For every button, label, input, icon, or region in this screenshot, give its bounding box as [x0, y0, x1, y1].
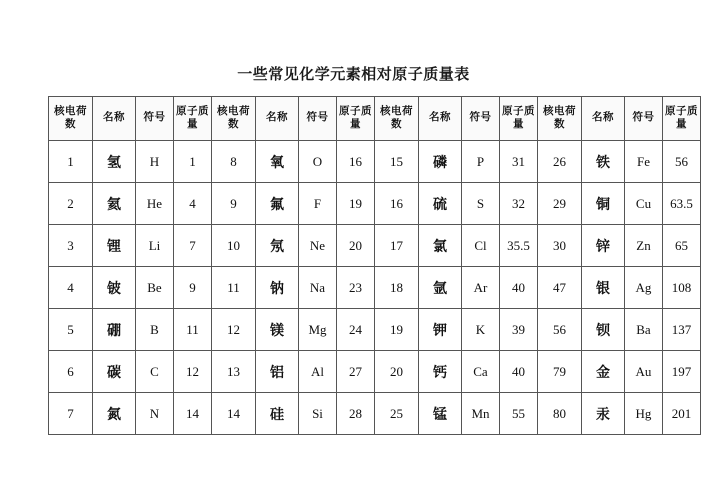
column-header-name: [256, 97, 299, 141]
column-header-charge: [538, 97, 582, 141]
cell-mass: 137: [663, 309, 701, 351]
table-body: [49, 141, 701, 435]
column-header-name-label: 名称: [429, 112, 451, 124]
cell-element-name: 磷: [419, 141, 462, 183]
cell-mass: 197: [663, 351, 701, 393]
cell-symbol: Si: [299, 393, 337, 435]
cell-charge: 4: [49, 267, 93, 309]
cell-symbol: Cu: [625, 183, 663, 225]
cell-charge: 80: [538, 393, 582, 435]
cell-symbol: Ca: [462, 351, 500, 393]
cell-mass: 20: [337, 225, 375, 267]
cell-symbol: Zn: [625, 225, 663, 267]
cell-symbol: Al: [299, 351, 337, 393]
column-header-mass: [174, 97, 212, 141]
cell-element-name: 锰: [419, 393, 462, 435]
column-header-name-label: 名称: [592, 112, 614, 124]
table-row: [49, 225, 701, 267]
cell-charge: 29: [538, 183, 582, 225]
column-header-symbol-label: 符号: [632, 112, 655, 124]
cell-charge: 7: [49, 393, 93, 435]
cell-charge: 1: [49, 141, 93, 183]
cell-symbol: C: [136, 351, 174, 393]
table-header: [49, 97, 701, 141]
cell-symbol: Mn: [462, 393, 500, 435]
cell-mass: 39: [500, 309, 538, 351]
column-header-mass: [663, 97, 701, 141]
column-header-name-label: 名称: [266, 112, 288, 124]
column-header-mass-label: 原子质量: [665, 106, 698, 130]
table-row: [49, 309, 701, 351]
column-header-mass-label: 原子质量: [176, 106, 209, 130]
cell-charge: 26: [538, 141, 582, 183]
table-header-row: [49, 97, 701, 141]
cell-charge: 5: [49, 309, 93, 351]
column-header-charge-label: 核电荷数: [54, 106, 87, 130]
column-header-name: [93, 97, 136, 141]
column-header-symbol-label: 符号: [469, 112, 492, 124]
column-header-name-label: 名称: [103, 112, 125, 124]
cell-symbol: H: [136, 141, 174, 183]
cell-element-name: 硅: [256, 393, 299, 435]
column-header-mass: [500, 97, 538, 141]
column-header-mass: [337, 97, 375, 141]
cell-symbol: Be: [136, 267, 174, 309]
cell-mass: 31: [500, 141, 538, 183]
cell-mass: 12: [174, 351, 212, 393]
cell-symbol: Fe: [625, 141, 663, 183]
column-header-charge: [212, 97, 256, 141]
column-header-name: [419, 97, 462, 141]
cell-element-name: 金: [582, 351, 625, 393]
cell-symbol: Na: [299, 267, 337, 309]
cell-symbol: B: [136, 309, 174, 351]
cell-charge: 9: [212, 183, 256, 225]
cell-mass: 27: [337, 351, 375, 393]
table-row: [49, 351, 701, 393]
cell-mass: 40: [500, 267, 538, 309]
cell-element-name: 铜: [582, 183, 625, 225]
cell-element-name: 氩: [419, 267, 462, 309]
cell-element-name: 锂: [93, 225, 136, 267]
column-header-symbol-label: 符号: [143, 112, 166, 124]
cell-element-name: 钙: [419, 351, 462, 393]
cell-mass: 63.5: [663, 183, 701, 225]
cell-charge: 79: [538, 351, 582, 393]
cell-element-name: 铁: [582, 141, 625, 183]
cell-symbol: F: [299, 183, 337, 225]
cell-charge: 10: [212, 225, 256, 267]
cell-charge: 8: [212, 141, 256, 183]
cell-symbol: P: [462, 141, 500, 183]
cell-symbol: Cl: [462, 225, 500, 267]
table-row: [49, 183, 701, 225]
cell-mass: 7: [174, 225, 212, 267]
column-header-charge-label: 核电荷数: [380, 106, 413, 130]
cell-mass: 32: [500, 183, 538, 225]
cell-element-name: 氖: [256, 225, 299, 267]
cell-mass: 23: [337, 267, 375, 309]
cell-symbol: N: [136, 393, 174, 435]
cell-mass: 201: [663, 393, 701, 435]
cell-charge: 17: [375, 225, 419, 267]
page-title: 一些常见化学元素相对原子质量表: [237, 67, 470, 83]
cell-charge: 2: [49, 183, 93, 225]
column-header-symbol-label: 符号: [306, 112, 329, 124]
cell-mass: 11: [174, 309, 212, 351]
cell-element-name: 钠: [256, 267, 299, 309]
cell-charge: 18: [375, 267, 419, 309]
cell-symbol: Ag: [625, 267, 663, 309]
cell-symbol: Ar: [462, 267, 500, 309]
column-header-mass-label: 原子质量: [339, 106, 372, 130]
cell-element-name: 氦: [93, 183, 136, 225]
cell-charge: 6: [49, 351, 93, 393]
cell-mass: 24: [337, 309, 375, 351]
cell-element-name: 铍: [93, 267, 136, 309]
atomic-mass-table-container: [48, 96, 698, 435]
cell-element-name: 氢: [93, 141, 136, 183]
cell-symbol: He: [136, 183, 174, 225]
cell-symbol: K: [462, 309, 500, 351]
cell-charge: 30: [538, 225, 582, 267]
cell-mass: 108: [663, 267, 701, 309]
cell-charge: 12: [212, 309, 256, 351]
atomic-mass-table: [48, 96, 701, 435]
cell-charge: 19: [375, 309, 419, 351]
cell-mass: 35.5: [500, 225, 538, 267]
column-header-name: [582, 97, 625, 141]
cell-element-name: 硼: [93, 309, 136, 351]
column-header-mass-label: 原子质量: [502, 106, 535, 130]
cell-charge: 16: [375, 183, 419, 225]
cell-mass: 19: [337, 183, 375, 225]
cell-charge: 3: [49, 225, 93, 267]
cell-mass: 14: [174, 393, 212, 435]
table-row: [49, 267, 701, 309]
cell-mass: 40: [500, 351, 538, 393]
column-header-symbol: [136, 97, 174, 141]
cell-mass: 55: [500, 393, 538, 435]
cell-symbol: Ne: [299, 225, 337, 267]
cell-symbol: S: [462, 183, 500, 225]
table-row: [49, 393, 701, 435]
cell-element-name: 镁: [256, 309, 299, 351]
cell-element-name: 钡: [582, 309, 625, 351]
cell-mass: 65: [663, 225, 701, 267]
cell-element-name: 硫: [419, 183, 462, 225]
column-header-symbol: [299, 97, 337, 141]
cell-symbol: Li: [136, 225, 174, 267]
cell-element-name: 氧: [256, 141, 299, 183]
cell-symbol: Au: [625, 351, 663, 393]
column-header-charge: [49, 97, 93, 141]
cell-charge: 15: [375, 141, 419, 183]
column-header-charge: [375, 97, 419, 141]
cell-charge: 13: [212, 351, 256, 393]
table-row: [49, 141, 701, 183]
column-header-charge-label: 核电荷数: [217, 106, 250, 130]
cell-mass: 9: [174, 267, 212, 309]
cell-element-name: 铝: [256, 351, 299, 393]
cell-charge: 56: [538, 309, 582, 351]
cell-charge: 14: [212, 393, 256, 435]
cell-charge: 11: [212, 267, 256, 309]
cell-element-name: 氮: [93, 393, 136, 435]
cell-mass: 1: [174, 141, 212, 183]
cell-mass: 4: [174, 183, 212, 225]
cell-symbol: Mg: [299, 309, 337, 351]
column-header-symbol: [462, 97, 500, 141]
cell-symbol: Hg: [625, 393, 663, 435]
cell-element-name: 锌: [582, 225, 625, 267]
column-header-charge-label: 核电荷数: [543, 106, 576, 130]
cell-mass: 56: [663, 141, 701, 183]
cell-element-name: 氯: [419, 225, 462, 267]
cell-charge: 20: [375, 351, 419, 393]
cell-mass: 16: [337, 141, 375, 183]
cell-element-name: 碳: [93, 351, 136, 393]
cell-element-name: 钾: [419, 309, 462, 351]
cell-element-name: 汞: [582, 393, 625, 435]
column-header-symbol: [625, 97, 663, 141]
cell-element-name: 银: [582, 267, 625, 309]
cell-element-name: 氟: [256, 183, 299, 225]
cell-charge: 25: [375, 393, 419, 435]
cell-mass: 28: [337, 393, 375, 435]
cell-symbol: Ba: [625, 309, 663, 351]
cell-charge: 47: [538, 267, 582, 309]
cell-symbol: O: [299, 141, 337, 183]
